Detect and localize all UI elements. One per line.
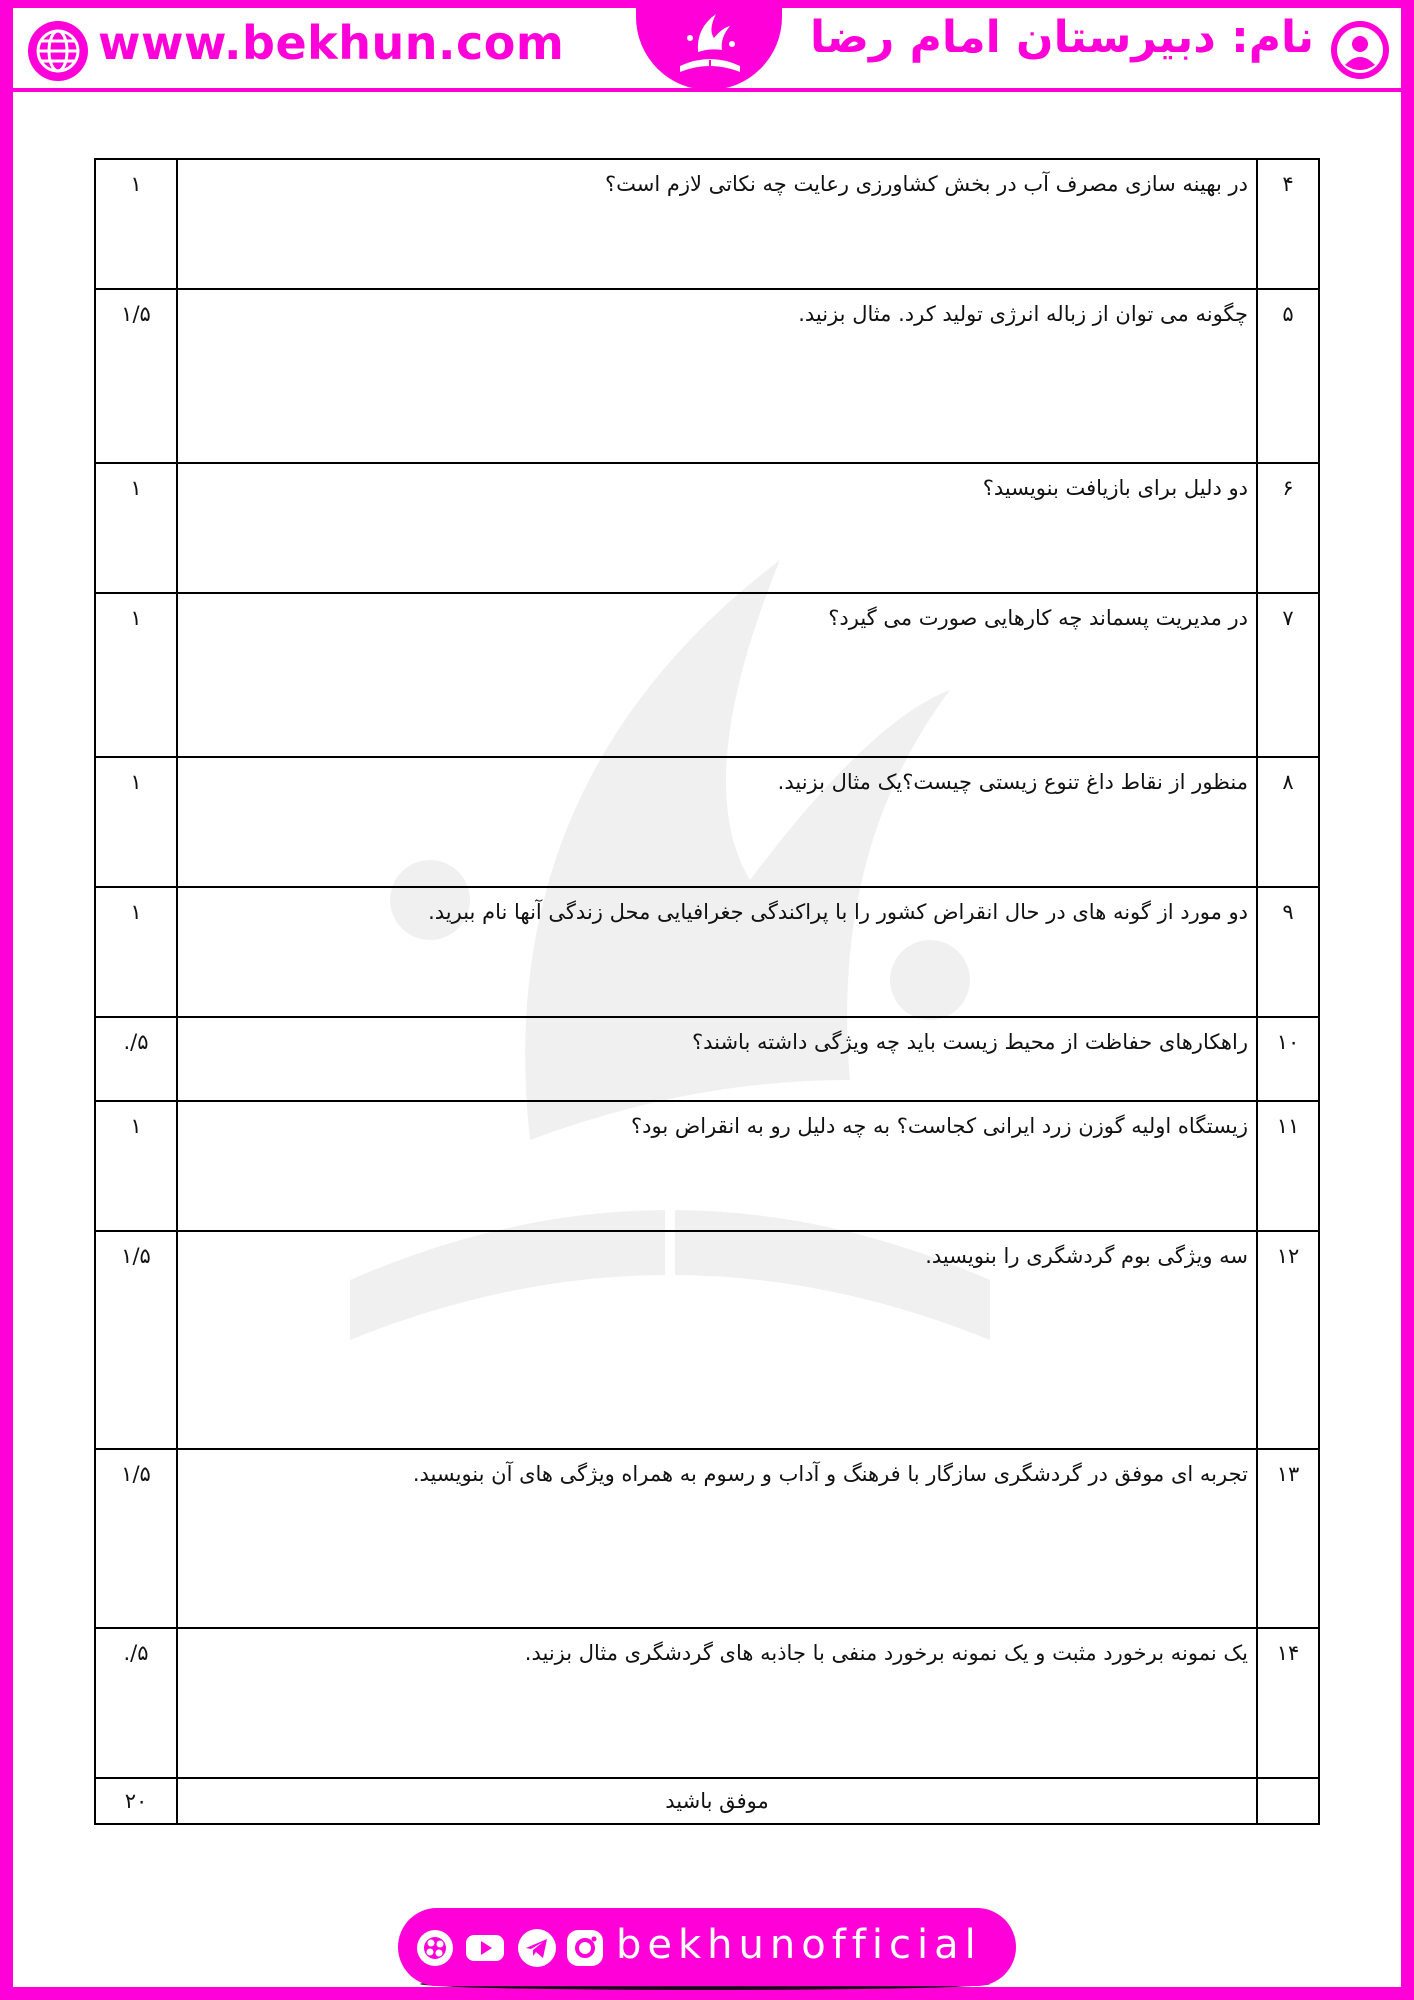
- question-text: در مدیریت پسماند چه کارهایی صورت می گیرد؟: [177, 593, 1257, 757]
- question-number: ۶: [1257, 463, 1319, 593]
- question-text: تجربه ای موفق در گردشگری سازگار با فرهنگ و آداب و رسوم به همراه ویژگی های آن بنویسید.: [177, 1449, 1257, 1628]
- question-row: [95, 593, 1319, 757]
- question-text: دو دلیل برای بازیافت بنویسید؟: [177, 463, 1257, 593]
- question-score: ۱: [95, 159, 177, 289]
- question-row: [95, 1017, 1319, 1101]
- question-text: دو مورد از گونه های در حال انقراض کشور را با پراکندگی جغرافیایی محل زندگی آنها نام ببرید.: [177, 887, 1257, 1017]
- closing-message: موفق باشید: [177, 1778, 1257, 1824]
- question-score: ۵/.: [95, 1628, 177, 1778]
- school-name: نام: دبیرستان امام رضا: [809, 12, 1314, 63]
- site-url[interactable]: www.bekhun.com: [98, 16, 565, 70]
- question-text: راهکارهای حفاظت از محیط زیست باید چه ویژگی داشته باشند؟: [177, 1017, 1257, 1101]
- question-number: ۴: [1257, 159, 1319, 289]
- question-text: یک نمونه برخورد مثبت و یک نمونه برخورد منفی با جاذبه های گردشگری مثال بزنید.: [177, 1628, 1257, 1778]
- question-row: [95, 463, 1319, 593]
- question-text: در بهینه سازی مصرف آب در بخش کشاورزی رعایت چه نکاتی لازم است؟: [177, 159, 1257, 289]
- social-handle[interactable]: bekhunofficial: [616, 1922, 982, 1968]
- question-score: ۱: [95, 1101, 177, 1231]
- total-score: ۲۰: [95, 1778, 177, 1824]
- question-text: سه ویژگی بوم گردشگری را بنویسید.: [177, 1231, 1257, 1449]
- question-score: ۱: [95, 757, 177, 887]
- bekhun-logo: [670, 8, 750, 84]
- question-number: ۱۱: [1257, 1101, 1319, 1231]
- question-number: ۷: [1257, 593, 1319, 757]
- question-row: [95, 289, 1319, 463]
- question-text: چگونه می توان از زباله انرژی تولید کرد. مثال بزنید.: [177, 289, 1257, 463]
- question-number: ۸: [1257, 757, 1319, 887]
- youtube-icon[interactable]: [464, 1927, 506, 1969]
- question-score: ۱/۵: [95, 289, 177, 463]
- telegram-icon[interactable]: [516, 1927, 558, 1969]
- globe-icon: [26, 19, 90, 83]
- question-row: [95, 1101, 1319, 1231]
- question-row: [95, 757, 1319, 887]
- closing-row: [95, 1778, 1319, 1824]
- question-number: ۵: [1257, 289, 1319, 463]
- aparat-icon[interactable]: [414, 1927, 456, 1969]
- questions-table: [94, 158, 1320, 1825]
- question-row: [95, 159, 1319, 289]
- question-text: زیستگاه اولیه گوزن زرد ایرانی کجاست؟ به چه دلیل رو به انقراض بود؟: [177, 1101, 1257, 1231]
- question-row: [95, 1449, 1319, 1628]
- question-number: ۱۴: [1257, 1628, 1319, 1778]
- question-score: ۱: [95, 593, 177, 757]
- question-score: ۱/۵: [95, 1231, 177, 1449]
- question-score: ۵/.: [95, 1017, 177, 1101]
- closing-number-cell: [1257, 1778, 1319, 1824]
- question-text: منظور از نقاط داغ تنوع زیستی چیست؟یک مثال بزنید.: [177, 757, 1257, 887]
- user-icon: [1329, 19, 1391, 81]
- question-row: [95, 887, 1319, 1017]
- question-score: ۱: [95, 463, 177, 593]
- question-score: ۱: [95, 887, 177, 1017]
- question-row: [95, 1231, 1319, 1449]
- question-score: ۱/۵: [95, 1449, 177, 1628]
- question-number: ۱۰: [1257, 1017, 1319, 1101]
- question-number: ۱۲: [1257, 1231, 1319, 1449]
- question-number: ۱۳: [1257, 1449, 1319, 1628]
- question-row: [95, 1628, 1319, 1778]
- instagram-icon[interactable]: [564, 1927, 606, 1969]
- question-number: ۹: [1257, 887, 1319, 1017]
